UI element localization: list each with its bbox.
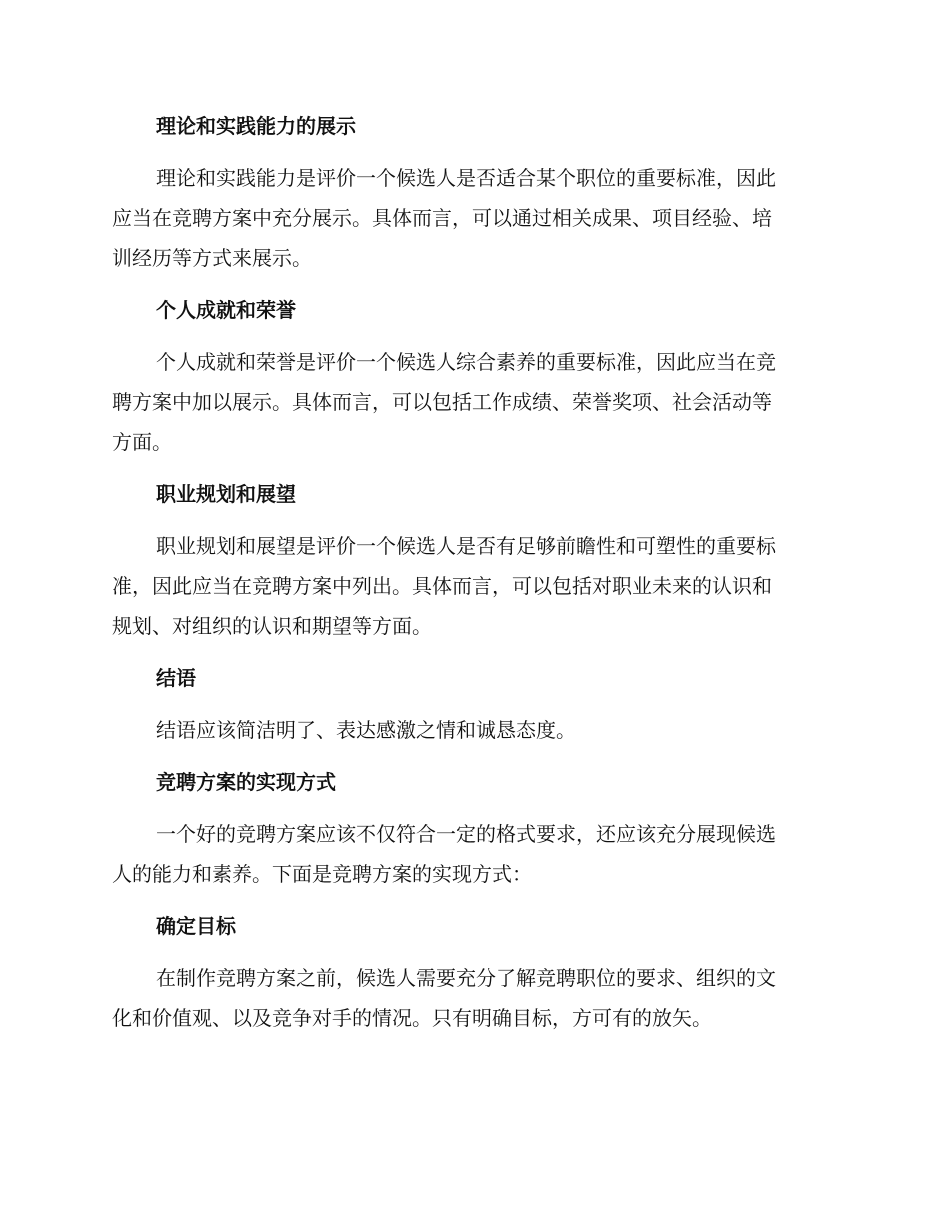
section-heading: 确定目标 [156, 914, 236, 938]
paragraph-line: 化和价值观、以及竞争对手的情况。只有明确目标，方可有的放矢。 [112, 1006, 712, 1030]
paragraph-line: 聘方案中加以展示。具体而言，可以包括工作成绩、荣誉奖项、社会活动等 [112, 390, 772, 414]
paragraph-line: 方面。 [112, 430, 172, 454]
section-paragraph [112, 342, 832, 462]
paragraph-line: 一个好的竞聘方案应该不仅符合一定的格式要求，还应该充分展现候选 [156, 822, 776, 846]
paragraph-line: 应当在竞聘方案中充分展示。具体而言，可以通过相关成果、项目经验、培 [112, 206, 772, 230]
section-heading: 个人成就和荣誉 [156, 298, 296, 322]
paragraph-line: 理论和实践能力是评价一个候选人是否适合某个职位的重要标准，因此 [156, 166, 776, 190]
paragraph-line: 规划、对组织的认识和期望等方面。 [112, 614, 432, 638]
section-paragraph [112, 814, 832, 894]
paragraph-line: 结语应该简洁明了、表达感激之情和诚恳态度。 [156, 718, 576, 742]
paragraph-line: 人的能力和素养。下面是竞聘方案的实现方式： [112, 862, 532, 886]
paragraph-line: 准，因此应当在竞聘方案中列出。具体而言，可以包括对职业未来的认识和 [112, 574, 772, 598]
paragraph-line: 在制作竞聘方案之前，候选人需要充分了解竞聘职位的要求、组织的文 [156, 966, 776, 990]
section-paragraph [112, 526, 832, 646]
section-paragraph [112, 710, 832, 750]
section-heading: 结语 [156, 666, 196, 690]
document-body [112, 104, 832, 1038]
paragraph-line: 个人成就和荣誉是评价一个候选人综合素养的重要标准，因此应当在竞 [156, 350, 776, 374]
section-heading: 职业规划和展望 [156, 482, 296, 506]
section-heading: 竞聘方案的实现方式 [156, 770, 336, 794]
section-paragraph [112, 958, 832, 1038]
section-heading: 理论和实践能力的展示 [156, 114, 356, 138]
paragraph-line: 职业规划和展望是评价一个候选人是否有足够前瞻性和可塑性的重要标 [156, 534, 776, 558]
paragraph-line: 训经历等方式来展示。 [112, 246, 312, 270]
section-paragraph [112, 158, 832, 278]
